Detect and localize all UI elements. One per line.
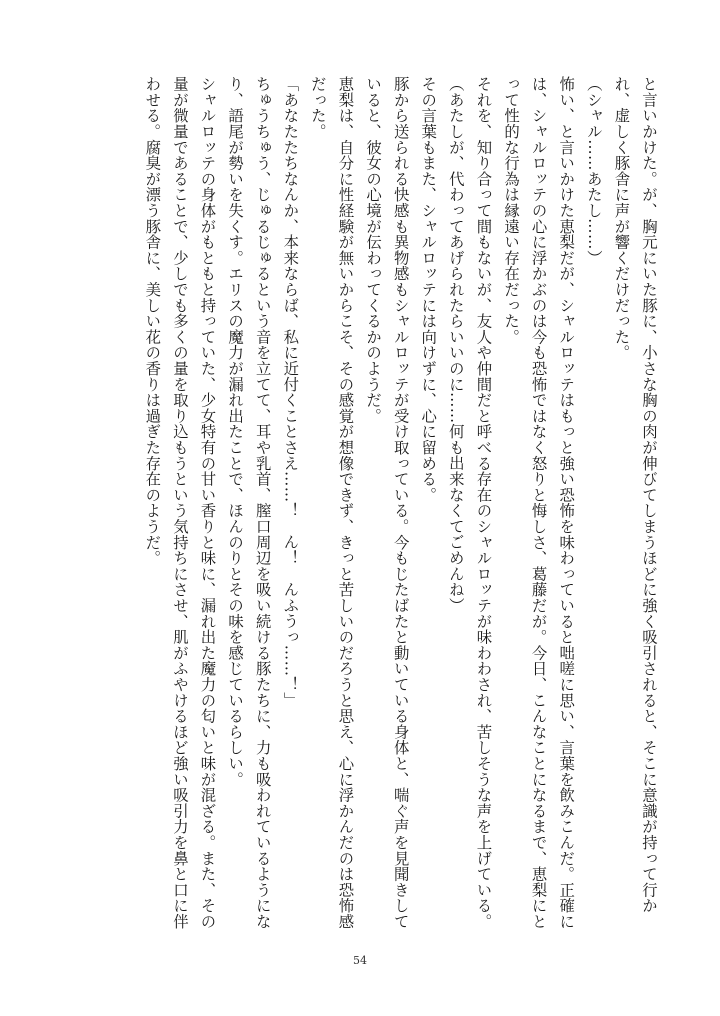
body-text [58, 76, 662, 936]
paragraph: （あたしが、代わってあげられたらいいのに……何も出来なくてごめんね） [446, 76, 465, 614]
paragraph: ちゅうちゅう、じゅるじゅるという音を立てて、耳や乳首、膣口周辺を吸い続ける豚たちに、力も吸われているようになり、語尾が勢いを失くす。エリスの魔力が漏れ出たことで、ほんのりとその味を感じているらしい。 [226, 76, 272, 930]
paragraph: （シャル……あたし……） [584, 76, 603, 266]
paragraph: シャルロッテの身体がもともと持っていた、少女特有の甘い香りと味に、漏れ出た魔力の匂いと味が混ざる。また、その量が微量であることで、少しでも多くの量を取り込もうという気持ちにさせ、肌がふやけるほど強い吸引力を鼻と口に伴わせる。腐臭が漂う豚舎に、美しい花の香りは過ぎた存在のようだ。 [143, 76, 217, 930]
paragraph: それを、知り合って間もないが、友人や仲間だと呼べる存在のシャルロッテが味わわされ、苦しそうな声を上げている。 [474, 76, 493, 930]
paragraph: その言葉もまた、シャルロッテには向けずに、心に留める。 [419, 76, 438, 503]
paragraph: 豚から送られる快感も異物感もシャルロッテが受け取っている。今もじたばたと動いている身体と、喘ぐ声を見聞きしていると、彼女の心境が伝わってくるかのようだ。 [364, 76, 410, 930]
paragraph: と言いかけた。が、胸元にいた豚に、小さな胸の肉が伸びてしまうほどに強く吸引されると、そこに意識が持って行かれ、虚しく豚舎に声が響くだけだった。 [612, 76, 658, 914]
paragraph: 「あなたたちなんか、本来ならば、私に近付くことさえ……！ ん！ んふうっ……！」 [281, 76, 300, 708]
paragraph: 怖い、と言いかけた恵梨だが、シャルロッテはもっと強い恐怖を味わっていると咄嗟に思い、言葉を飲みこんだ。正確には、シャルロッテの心に浮かぶのは今も恐怖ではなく怒りと悔しさ、葛藤だが。今日、こんなことになるまで、恵梨にとって性的な行為は縁遠い存在だった。 [502, 76, 576, 930]
paragraph: 恵梨は、自分に性経験が無いからこそ、その感覚が想像できず、きっと苦しいのだろうと思え、心に浮かんだのは恐怖感だった。 [308, 76, 355, 930]
page-number: 54 [353, 954, 367, 967]
